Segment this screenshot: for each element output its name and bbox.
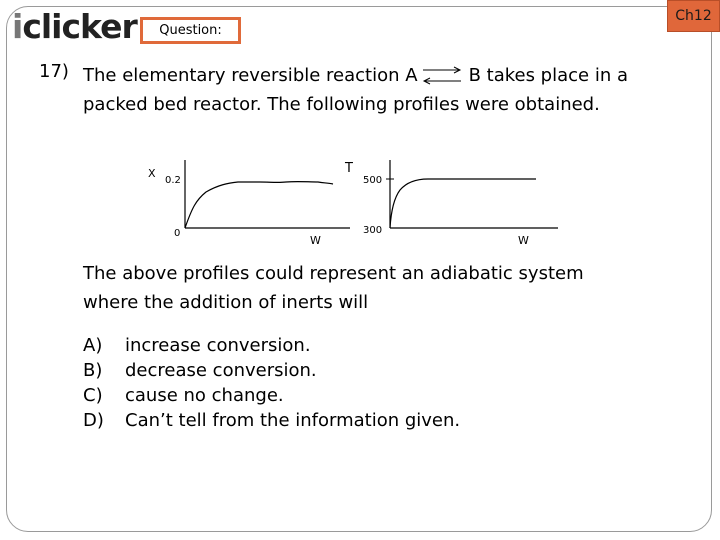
profile-plots <box>140 150 570 250</box>
question-line1-start: The elementary reversible reaction A <box>83 65 418 86</box>
t-plot-x-label: W <box>518 234 529 247</box>
paragraph2-line2: where the addition of inerts will <box>83 292 369 313</box>
conversion-curve <box>185 182 333 228</box>
question-text <box>83 61 683 119</box>
iclicker-logo <box>12 7 137 46</box>
option-b[interactable] <box>83 358 460 383</box>
x-plot-y-label: X <box>148 167 156 180</box>
t-plot-y-label: T <box>345 161 353 176</box>
x-plot-x-label: W <box>310 234 321 247</box>
question-line1-end: B takes place in a <box>468 65 628 86</box>
x-plot-y-tick-low: 0 <box>174 228 181 239</box>
t-plot-y-tick-low: 300 <box>363 225 383 236</box>
option-a[interactable] <box>83 333 460 358</box>
question-label-box <box>140 17 241 44</box>
option-text: decrease conversion. <box>125 360 317 381</box>
option-text: Can’t tell from the information given. <box>125 410 461 431</box>
question-line2: packed bed reactor. The following profiles were obtained. <box>83 94 600 115</box>
question-paragraph2 <box>83 259 683 317</box>
logo-part2: clicker <box>22 7 137 46</box>
option-letter: D) <box>83 410 104 431</box>
conversion-plot <box>148 160 350 247</box>
logo-part1: i <box>12 7 23 46</box>
answer-options <box>83 333 460 433</box>
option-d[interactable] <box>83 408 460 433</box>
option-letter: C) <box>83 385 103 406</box>
temperature-curve <box>390 179 536 228</box>
option-text: increase conversion. <box>125 335 311 356</box>
chapter-label: Ch12 <box>675 8 712 24</box>
question-number: 17) <box>39 61 69 82</box>
t-plot-y-tick-high: 500 <box>363 175 383 186</box>
option-letter: B) <box>83 360 103 381</box>
option-text: cause no change. <box>125 385 284 406</box>
paragraph2-line1: The above profiles could represent an adiabatic system <box>83 263 584 284</box>
option-letter: A) <box>83 335 103 356</box>
x-plot-y-tick-high: 0.2 <box>165 175 181 186</box>
question-line1 <box>83 61 683 90</box>
temperature-plot <box>344 160 558 247</box>
option-c[interactable] <box>83 383 460 408</box>
chapter-badge <box>667 0 720 32</box>
question-label: Question: <box>159 23 222 38</box>
reversible-arrow-icon <box>421 67 463 85</box>
